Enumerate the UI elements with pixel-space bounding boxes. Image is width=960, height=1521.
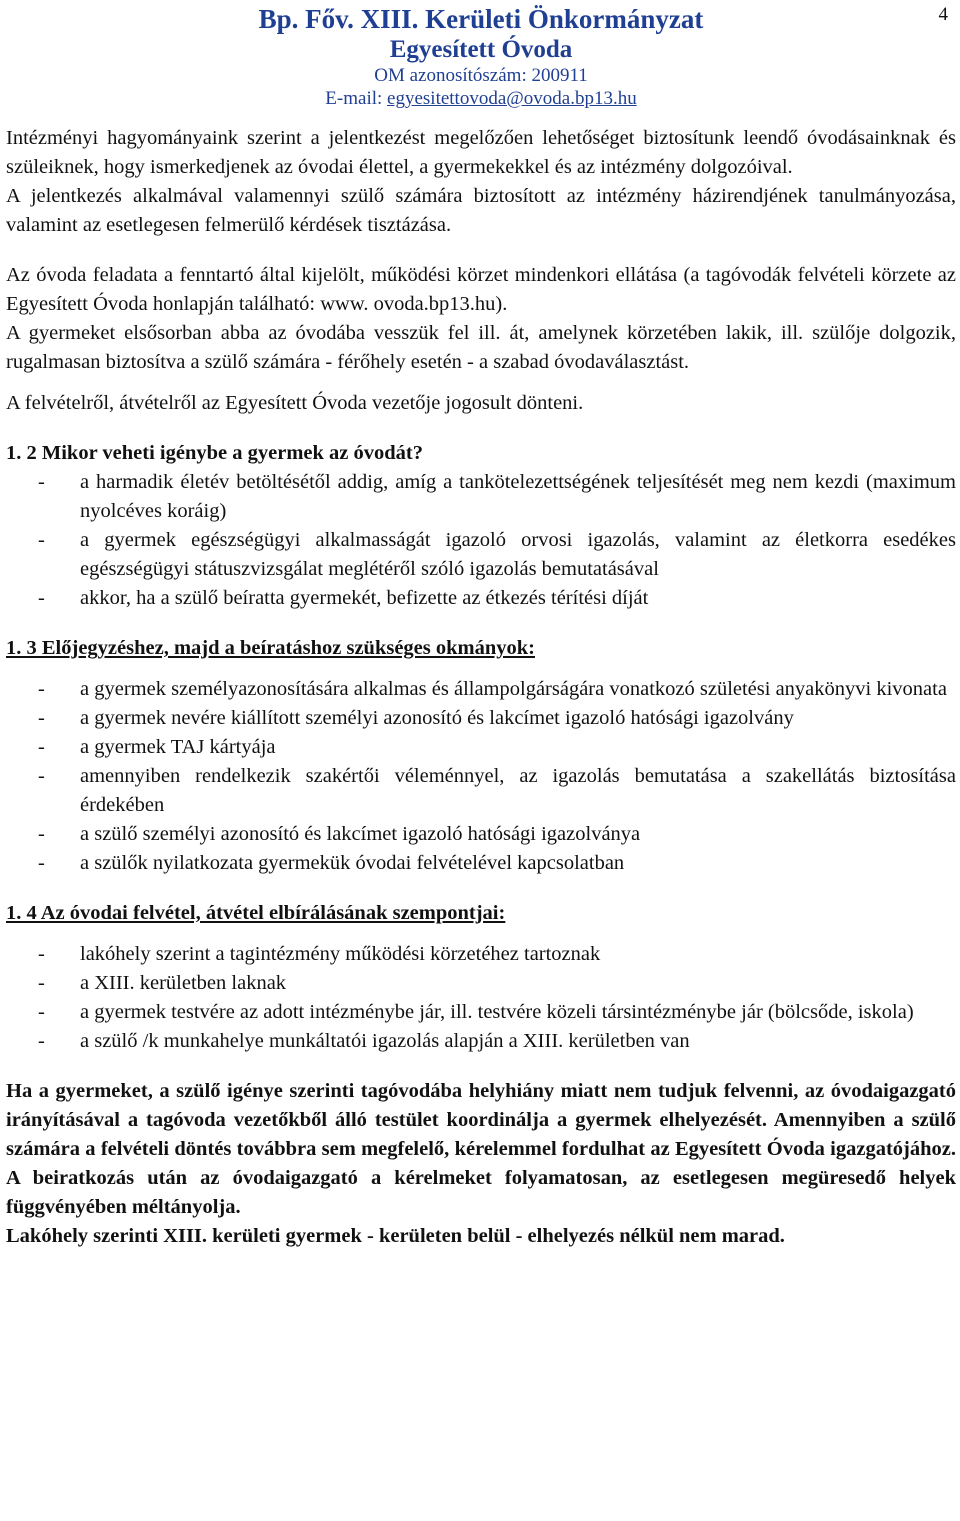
closing-paragraph-placement: Ha a gyermeket, a szülő igénye szerinti tagóvodába helyhiány miatt nem tudjuk felvenni, az óvodaigazgató irányításával a tagóvoda vezetőkből álló testület koordinálja a gyermek elhelyezését. Amennyiben a szülő számára a felvételi döntés továbbra sem megfelelő, kérelemmel fordulhat az Egyesített Óvoda igazgatójához. A beiratkozás után az óvodaigazgató a kérelmeket folyamatosan, az esetlegesen megüresedő helyek függvényében méltányolja. <box>6 1080 956 1218</box>
paragraph-district: Az óvoda feladata a fenntartó által kijelölt, működési körzet mindenkori ellátása (a tagóvodák felvételi körzete az Egyesített Óvoda honlapján található: www. ovoda.bp13.hu). <box>6 264 956 315</box>
letterhead <box>6 0 956 110</box>
page-number: 4 <box>938 4 948 25</box>
list-1-2 <box>6 468 956 613</box>
email-link[interactable]: egyesitettovoda@ovoda.bp13.hu <box>387 88 637 109</box>
paragraph-registration: A jelentkezés alkalmával valamennyi szülő számára biztosított az intézmény házirendjének tanulmányozása, valamint az esetlegesen felmerülő kérdések tisztázása. <box>6 185 956 236</box>
section-heading-1-3: 1. 3 Előjegyzéshez, majd a beíratáshoz szükséges okmányok: <box>6 637 535 659</box>
list-item: - a XIII. kerületben laknak <box>38 972 287 994</box>
list-item: - a szülő személyi azonosító és lakcímet igazoló hatósági igazolványa <box>38 823 641 845</box>
closing-paragraph-guarantee: Lakóhely szerinti XIII. kerületi gyermek - kerületen belül - elhelyezés nélkül nem marad. <box>6 1225 785 1247</box>
document-body <box>6 124 956 1251</box>
list-item: - a gyermek egészségügyi alkalmasságát igazoló orvosi igazolás, valamint az életkorra esedékes egészségügyi státuszvizsgálat meglétéről szóló igazolás bemutatásával <box>38 529 956 580</box>
letterhead-om-id: OM azonosítószám: 200911 <box>374 65 588 86</box>
document-page <box>6 0 956 1251</box>
paragraph-admission: A gyermeket elsősorban abba az óvodába vesszük fel ill. át, amelynek körzetében lakik, ill. szülője dolgozik, rugalmasan biztosítva a szülő számára - férőhely esetén - a szabad óvodaválasztást. <box>6 322 956 373</box>
letterhead-email <box>6 87 956 110</box>
list-item: - a gyermek nevére kiállított személyi azonosító és lakcímet igazoló hatósági igazolvány <box>38 707 794 729</box>
list-item: - a gyermek személyazonosítására alkalmas és állampolgárságára vonatkozó születési anyakönyvi kivonata <box>38 678 947 700</box>
paragraph-traditions: Intézményi hagyományaink szerint a jelentkezést megelőzően lehetőséget biztosítunk leendő óvodásainknak és szüleiknek, hogy ismerkedjenek az óvodai élettel, a gyermekekkel és az intézmény dolgozóival. <box>6 127 956 178</box>
list-1-3 <box>6 675 956 878</box>
list-item: - akkor, ha a szülő beíratta gyermekét, befizette az étkezés térítési díját <box>38 587 649 609</box>
letterhead-authority: Bp. Főv. XIII. Kerületi Önkormányzat <box>258 4 704 34</box>
list-item: - amennyiben rendelkezik szakértői véleménnyel, az igazolás bemutatása a szakellátás biztosítása érdekében <box>38 765 956 816</box>
list-item: - a gyermek testvére az adott intézménybe jár, ill. testvére közeli társintézménybe jár (bölcsőde, iskola) <box>38 1001 914 1023</box>
list-item: - a szülők nyilatkozata gyermekük óvodai felvételével kapcsolatban <box>38 852 625 874</box>
section-heading-1-2: 1. 2 Mikor veheti igénybe a gyermek az óvodát? <box>6 442 423 464</box>
paragraph-decision: A felvételről, átvételről az Egyesített Óvoda vezetője jogosult dönteni. <box>6 392 584 414</box>
list-item: - a harmadik életév betöltésétől addig, amíg a tankötelezettségének teljesítését meg nem kezdi (maximum nyolcéves koráig) <box>38 471 956 522</box>
list-item: - a szülő /k munkahelye munkáltatói igazolás alapján a XIII. kerületben van <box>38 1030 690 1052</box>
list-1-4 <box>6 940 956 1056</box>
email-label: E-mail: <box>325 88 388 109</box>
letterhead-institution: Egyesített Óvoda <box>389 36 573 63</box>
section-heading-1-4: 1. 4 Az óvodai felvétel, átvétel elbírálásának szempontjai: <box>6 902 506 924</box>
list-item: - a gyermek TAJ kártyája <box>38 736 276 758</box>
list-item: - lakóhely szerint a tagintézmény működési körzetéhez tartoznak <box>38 943 601 965</box>
